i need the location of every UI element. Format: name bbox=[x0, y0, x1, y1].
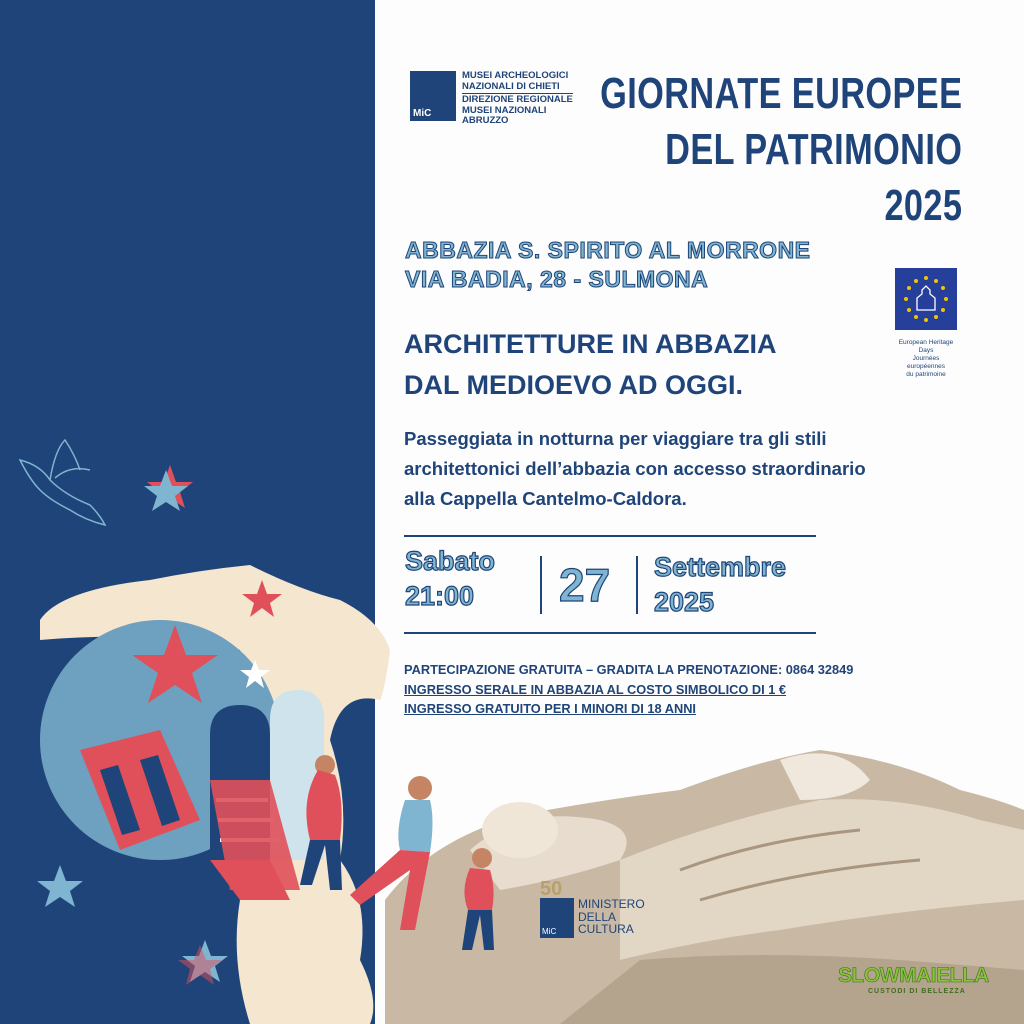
event-title: GIORNATE EUROPEE DEL PATRIMONIO 2025 bbox=[599, 69, 962, 230]
partner-logo: SLOWMAIELLA bbox=[838, 964, 989, 987]
museum-logo bbox=[410, 71, 573, 127]
venue-address: ABBAZIA S. SPIRITO AL MORRONE VIA BADIA, 28 - SULMONA bbox=[405, 237, 811, 292]
date-separator bbox=[540, 556, 542, 614]
divider-bottom bbox=[404, 632, 816, 634]
event-heading: ARCHITETTURE IN ABBAZIA DAL MEDIOEVO AD OGGI. bbox=[404, 329, 777, 400]
ministry-text: MINISTERO DELLA CULTURA bbox=[578, 897, 645, 937]
european-heritage-days-logo bbox=[894, 268, 958, 379]
mic-logo-icon: MiC bbox=[540, 898, 574, 938]
date-month-year: Settembre 2025 bbox=[654, 552, 787, 617]
partner-tagline: CUSTODI DI BELLEZZA bbox=[868, 988, 966, 995]
event-description: Passeggiata in notturna per viaggiare tra gli stili architettonici dell’abbazia con accesso straordinario alla Cappella Cantelmo-Caldora. bbox=[404, 428, 866, 509]
mic-logo-icon: MiC bbox=[410, 71, 456, 121]
date-day-number: 27 bbox=[559, 559, 611, 611]
eu-flag-icon bbox=[895, 268, 957, 330]
ministry-logo: 50 MiC MINISTERO DELLA CULTURA bbox=[540, 878, 645, 937]
divider-top bbox=[404, 535, 816, 537]
date-weekday-time: Sabato 21:00 bbox=[405, 546, 496, 611]
ehd-caption: European Heritage Days Journées européennes du patrimoine bbox=[898, 339, 954, 378]
museum-logo-text: MUSEI ARCHEOLOGICI NAZIONALI DI CHIETI DIREZIONE REGIONALE MUSEI NAZIONALI ABRUZZO bbox=[462, 70, 573, 126]
date-separator bbox=[636, 556, 638, 614]
booking-info: PARTECIPAZIONE GRATUITA – GRADITA LA PRENOTAZIONE: 0864 32849 INGRESSO SERALE IN ABBAZIA AL COSTO SIMBOLICO DI 1 € INGRESSO GRATUITO PER I MINORI DI 18 ANNI bbox=[404, 662, 854, 716]
bird-drawing bbox=[20, 440, 105, 525]
